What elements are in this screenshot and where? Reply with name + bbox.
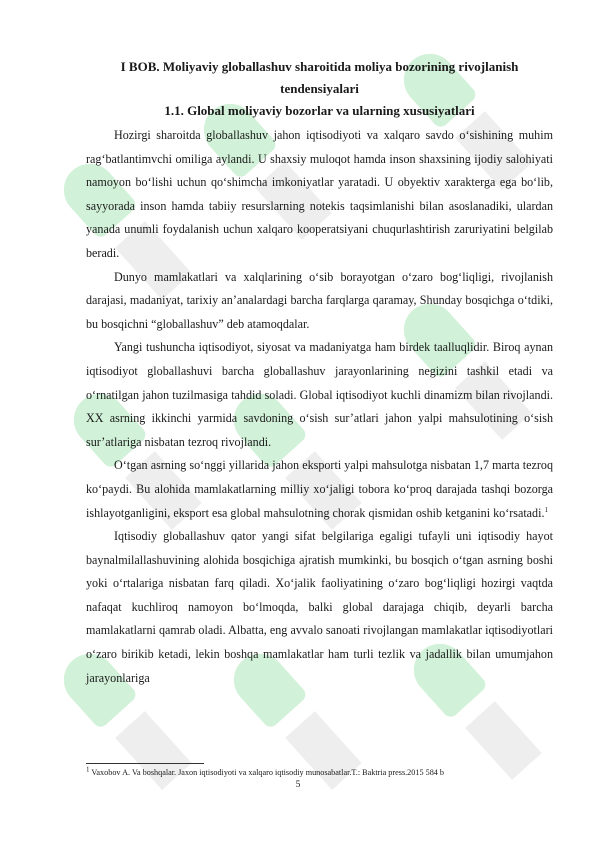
chapter-title: I BOB. Moliyaviy globallashuv sharoitida moliya bozorining rivojlanish tendensiyalari	[120, 59, 519, 96]
footnote	[86, 767, 553, 778]
page-body	[86, 56, 553, 690]
paragraph: Hozirgi sharoitda globallashuv jahon iqtisodiyoti va xalqaro savdo o‘sishining muhim rag‘batlantimvchi omiliga aylandi. U shaxsiy muloqot hamda inson shaxsining ijodiy salohiyati namoyon bo‘lishi uchun qo‘shimcha imkoniyatlar yaratadi. U obyektiv xarakterga ega bo‘lib, sayyorada inson hamda tabiiy resurslarning notekis taqsimlanishi bilan asoslanadiki, ulardan yanada unumli foydalanish uchun xalqaro kooperatsiyani chuqurlashtirish zaruriyatini belgilab beradi.	[86, 128, 553, 260]
paragraph: Yangi tushuncha iqtisodiyot, siyosat va madaniyatga ham birdek taalluqlidir. Biroq aynan iqtisodiyot globallashuvi barcha globallashuv jarayonlarining negizini tashkil etadi va o‘rnatilgan jahon tuzilmasiga tahdid soladi. Global iqtisodiyot kuchli dinamizm bilan rivojlandi. XX asrning ikkinchi yarmida savdoning o‘sish sur’atlari jahon yalpi mahsulotining o‘sish sur’atlariga nisbatan tezroq rivojlandi.	[86, 340, 553, 449]
footnote-divider	[86, 763, 204, 764]
footnote-marker: 1	[86, 765, 90, 774]
paragraph: Iqtisodiy globallashuv qator yangi sifat belgilariga egaligi tufayli uni iqtisodiy hayot baynalmilallashuvining alohida bosqichiga ajratish mumkinki, bu bosqich o‘tgan asrning boshi yoki o‘rtalariga nisbatan farq qiladi. Xo‘jalik faoliyatining o‘zaro bog‘liqligi hozirgi vaqtda nafaqat kuchliroq namoyon bo‘lmoqda, balki global darajaga chiqib, deyarli barcha mamlakatlarni qamrab oladi. Albatta, eng avvalo sanoati rivojlangan mamlakatlar iqtisodiyotlari o‘zaro birikib ketadi, lekin boshqa mamlakatlar ham turli tezlik va jadallik bilan umumjahon jarayonlariga	[86, 529, 553, 685]
paragraph	[86, 454, 553, 525]
paragraph: Dunyo mamlakatlari va xalqlarining o‘sib borayotgan o‘zaro bog‘liqligi, rivojlanish darajasi, madaniyat, tarixiy an’analardagi barcha farqlarga qaramay, Shunday bosqichga o‘tdiki, bu bosqichni “globallashuv” deb atamoqdalar.	[86, 269, 553, 331]
page-number: 5	[295, 780, 301, 790]
footnote-reference[interactable]: 1	[544, 505, 548, 514]
paragraph-text: O‘tgan asrning so‘nggi yillarida jahon eksporti yalpi mahsulotga nisbatan 1,7 marta tezroq ko‘paydi. Bu alohida mamlakatlarning milliy xo‘jaligi tobora ko‘proq darajada tashqi bozorga ishlayotganligini, eksport esa global mahsulotning chorak qismidan oshib ketganini ko‘rsatadi.	[86, 458, 553, 520]
section-title: 1.1. Global moliyaviy bozorlar va ularning xususiyatlari	[164, 103, 475, 118]
footnote-text: Vaxobov A. Va boshqalar. Jaxon iqtisodiyoti va xalqaro iqtisodiy munosabatlar.T.: Baktria press.2015 584 b	[91, 768, 445, 777]
